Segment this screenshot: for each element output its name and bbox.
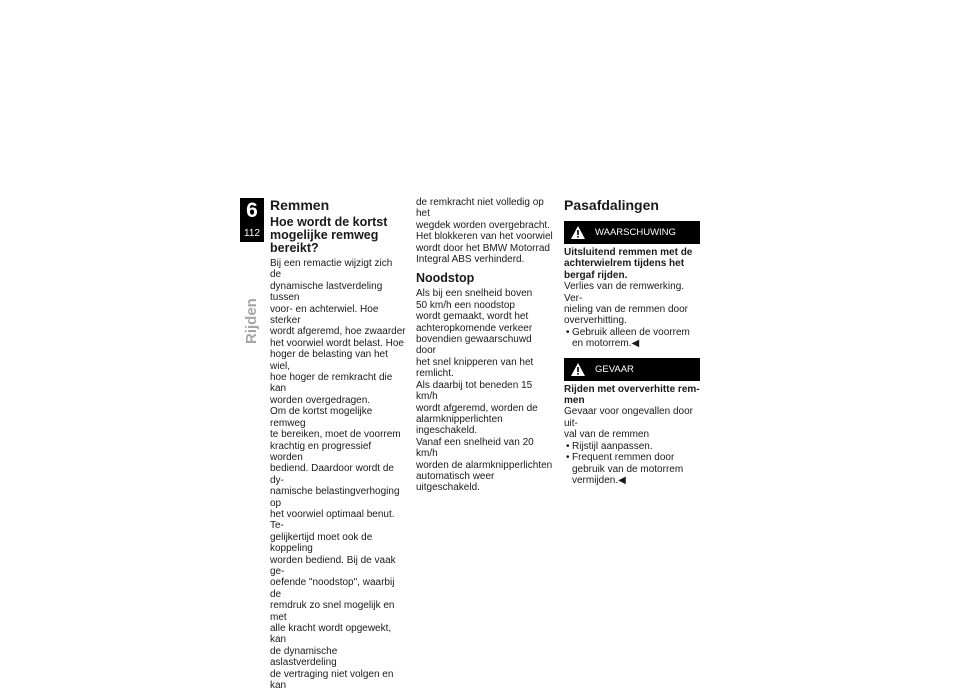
danger-text: Rijden met oververhitte rem- men Gevaar voor ongevallen door uit- val van de remmen • Rijstijl aanpassen. • Frequent remmen door gebruik van de motorrem vermijden.◀: [564, 383, 700, 486]
warning-bullet-list: [564, 327, 700, 350]
column-3: [564, 197, 700, 486]
page-number: 112: [244, 228, 260, 239]
section-title-pasafdalingen: Pasafdalingen: [564, 197, 659, 213]
danger-triangle-icon: [571, 363, 585, 376]
warning-triangle-icon: [571, 226, 585, 239]
list-item: • Frequent remmen door gebruik van de motorrem vermijden.◀: [566, 452, 684, 486]
body-text-continued: de remkracht niet volledig op het wegdek worden overgebracht. Het blokkeren van het voorwiel wordt door het BMW Motorrad Integral ABS verhinderd.: [416, 197, 553, 266]
list-item: • Rijstijl aanpassen.: [566, 440, 653, 452]
warning-label: WAARSCHUWING: [595, 227, 676, 238]
warning-text: Uitsluitend remmen met de achterwielrem tijdens het bergaf rijden. Verlies van de remwerking. Ver- nieling van de remmen door oververhitting. • Gebruik alleen de voorrem en motorrem.◀: [564, 247, 700, 350]
body-text-noodstop: Als bij een snelheid boven 50 km/h een noodstop wordt gemaakt, wordt het achteropkomende verkeer bovendien gewaarschuwd door het snel knipperen van het remlicht. Als daarbij tot beneden 15 km/h wordt afgeremd, worden de alarmknipperlichten ingeschakeld. Vanaf een snelheid van 20 km/h worden de alarmknipperlichten automatisch weer uitgeschakeld.: [416, 288, 553, 494]
warning-banner: [564, 221, 700, 244]
subheading-noodstop: Noodstop: [416, 271, 475, 286]
danger-label: GEVAAR: [595, 363, 634, 375]
column-1: [270, 197, 406, 691]
subheading-remweg: Hoe wordt de kortst mogelijke remweg bereikt?: [270, 215, 388, 255]
chapter-side-label: Rijden: [243, 298, 260, 344]
column-2: [416, 197, 553, 494]
danger-banner: [564, 358, 700, 381]
body-text-remweg: Bij een remactie wijzigt zich de dynamische lastverdeling tussen voor- en achterwiel. Hoe sterker wordt afgeremd, hoe zwaarder het voorwiel wordt belast. Hoe hoger de belasting van het wiel, hoe hoger de remkracht die kan worden overgedragen. Om de kortst mogelijke remweg te bereiken, moet de voorrem krachtig en progressief worden bediend. Daardoor wordt de dy- namische belastingverhoging op het voorwiel optimaal benut. Te- gelijkertijd moet ook de koppeling worden bediend. Bij de vaak ge- oefende "noodstop", waarbij de remdruk zo snel mogelijk en met alle kracht wordt opgewekt, kan de dynamische aslastverdeling de vertraging niet volgen en kan: [270, 258, 406, 691]
list-item: • Gebruik alleen de voorrem en motorrem.◀: [566, 326, 690, 350]
section-title-remmen: Remmen: [270, 197, 330, 213]
danger-bullet-list: [564, 441, 700, 487]
chapter-number: 6: [246, 199, 258, 222]
